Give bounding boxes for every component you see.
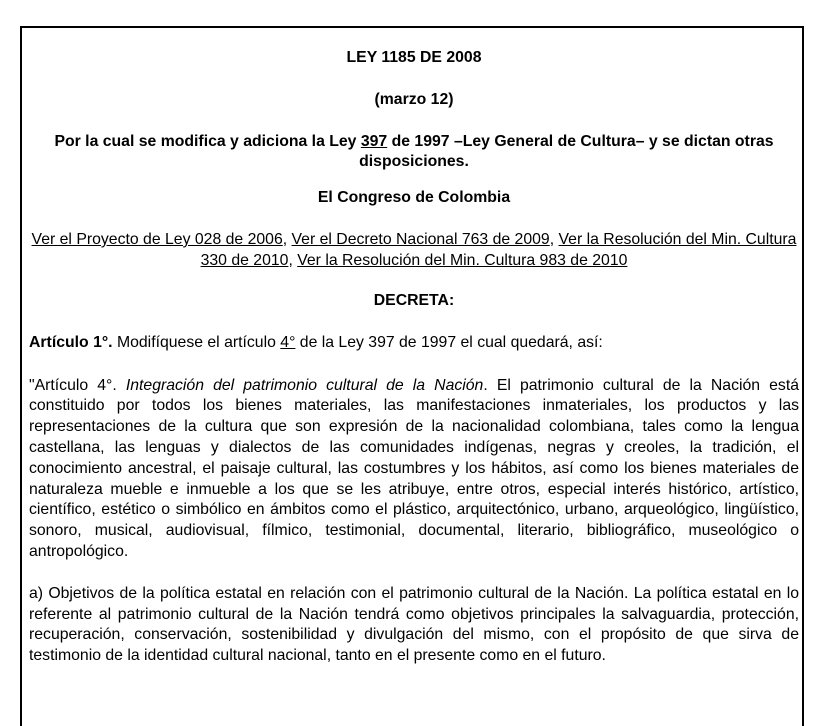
article-4-heading: Integración del patrimonio cultural de la Nación [125, 376, 484, 394]
article-1-label: Artículo 1°. [29, 333, 113, 351]
decree-heading: DECRETA: [373, 291, 455, 309]
subject-suffix: de 1997 –Ley General de Cultura– y se dictan otras disposiciones. [359, 132, 774, 171]
document-page [20, 26, 804, 726]
reference-separator: , [288, 251, 298, 269]
law-397-link[interactable]: 397 [360, 132, 388, 150]
article-4-paragraph [29, 376, 799, 563]
references [29, 229, 799, 271]
article-4-body: . El patrimonio cultural de la Nación está constituido por todos los bienes materiales, las manifestaciones inmateriales, los productos y las representaciones de la cultura que son expresión de la nacionalidad colombiana, tales como la lengua castellana, las lenguas y dialectos de las comunidades indígenas, negras y creoles, la tradición, el conocimiento ancestral, el paisaje cultural, las costumbres y los hábitos, así como los bienes materiales de naturaleza mueble e inmueble a los que se les atribuye, entre otros, especial interés histórico, artístico, científico, estético o simbólico en ámbitos como el plástico, arquitectónico, urbano, arqueológico, lingüístico, sonoro, musical, audiovisual, fílmico, testimonial, documental, literario, bibliográfico, museológico o antropológico. [29, 376, 800, 560]
article-1-text-before: Modifíquese el artículo [112, 333, 281, 351]
subject-prefix: Por la cual se modifica y adiciona la Ley [54, 132, 361, 150]
issuer: El Congreso de Colombia [317, 189, 511, 207]
reference-link-resolution-330[interactable]: Ver la Resolución del Min. Cultura 330 de 2010 [200, 230, 797, 269]
article-1-text-after: de la Ley 397 de 1997 el cual quedará, así: [295, 333, 603, 351]
reference-link-project[interactable]: Ver el Proyecto de Ley 028 de 2006 [31, 230, 283, 248]
law-subject [29, 132, 799, 174]
reference-separator: , [282, 230, 292, 248]
document-content [29, 48, 799, 667]
reference-link-resolution-983[interactable]: Ver la Resolución del Min. Cultura 983 de 2010 [297, 251, 628, 269]
item-a-paragraph: a) Objetivos de la política estatal en relación con el patrimonio cultural de la Nación. La política estatal en lo referente al patrimonio cultural de la Nación tendrá como objetivos principales la salvaguardia, protección, recuperación, conservación, sostenibilidad y divulgación del mismo, con el propósito de que sirva de testimonio de la identidad cultural nacional, tanto en el presente como en el futuro. [29, 584, 799, 665]
article-4-prefix: "Artículo 4°. [29, 376, 126, 394]
reference-separator: , [549, 230, 559, 248]
article-1 [29, 333, 799, 354]
article-4-link[interactable]: 4° [280, 333, 296, 351]
reference-link-decree[interactable]: Ver el Decreto Nacional 763 de 2009 [291, 230, 550, 248]
law-date: (marzo 12) [374, 90, 454, 108]
law-title: LEY 1185 DE 2008 [346, 49, 482, 66]
